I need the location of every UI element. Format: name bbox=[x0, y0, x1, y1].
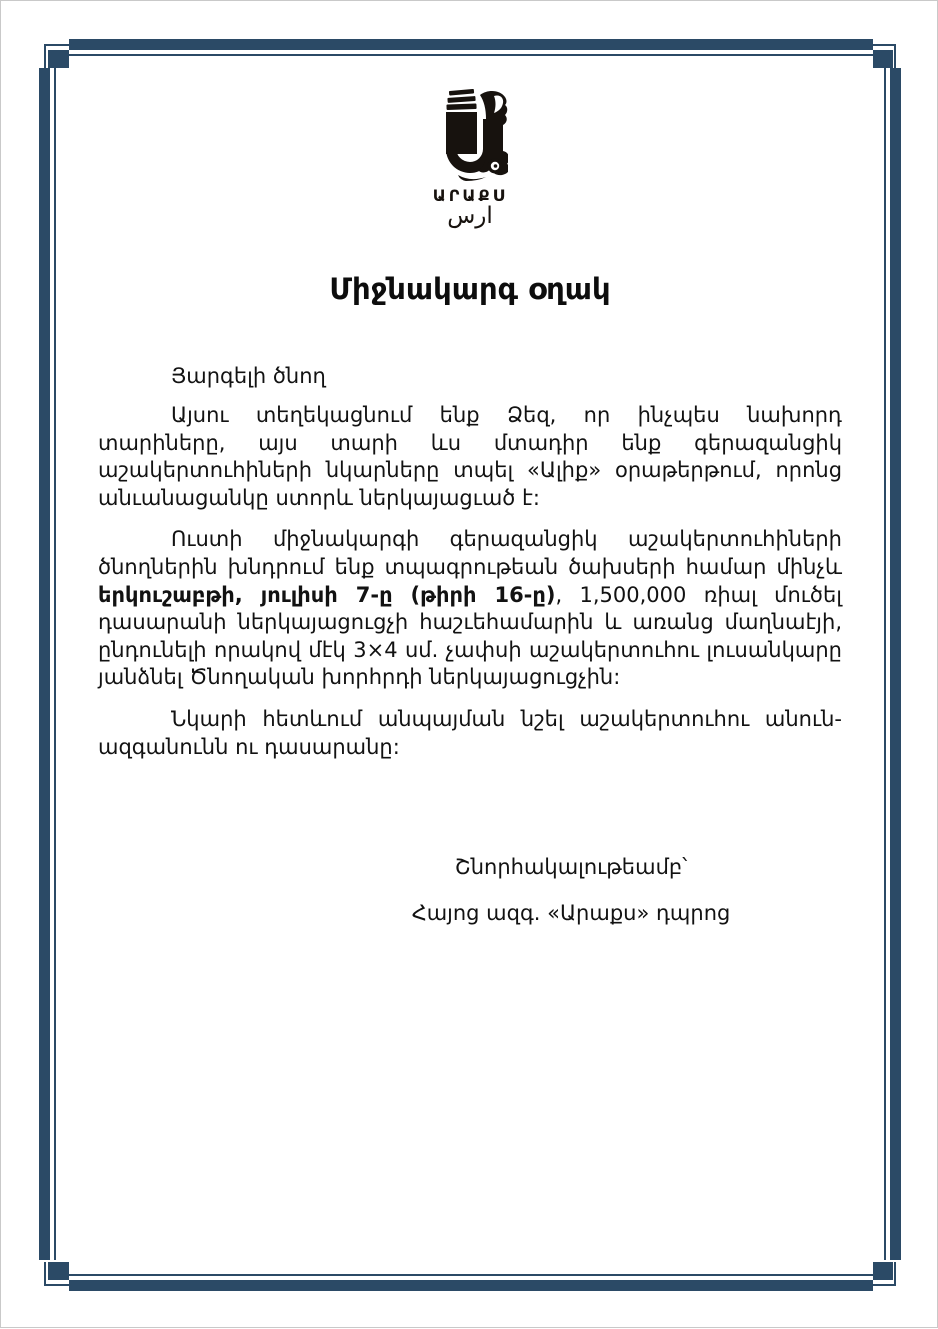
document-title: Միջնակարգ օղակ bbox=[329, 272, 611, 306]
logo-armenian-name: ԱՐԱՔՍ bbox=[432, 186, 508, 205]
school-logo bbox=[98, 1, 842, 228]
deadline-bold-part1: երկուշաբթի, յուլիսի 7- bbox=[98, 582, 380, 607]
deadline-bold-part3: ) bbox=[545, 582, 556, 607]
paragraph-announcement: Այսու տեղեկացնում ենք Ձեզ, որ ինչպես նախորդ տարիները, այս տարի ևս մտադիր ենք գերազանցիկ աշակերտուհիների նկարները տպել «Ալիք» օրաթերթում, որոնց անւանացանկը ստորև ներկայացւած է: bbox=[98, 403, 842, 510]
payment-text-before-deadline: Ուստի միջնակարգի գերազանցիկ աշակերտուհիների ծնողներին խնդրում ենք տպագրութեան ծախսերի համար մինչև bbox=[98, 527, 842, 579]
deadline-underlined-suffix-2: ը bbox=[532, 582, 546, 607]
deadline-bold-part2: (թիրի 16- bbox=[392, 582, 533, 607]
paragraph-payment-instructions bbox=[98, 526, 842, 692]
salutation: Յարգելի ծնող bbox=[171, 364, 326, 388]
payment-text-after-deadline: , 1,500,000 ռիալ մուծել դասարանի ներկայացուցչի հաշւեհամարին և առանց մաղնաէյի, ընդունելի որակով մէկ 3×4 սմ. չափսի աշակերտուհու լուսանկարը յանձնել Ծնողական խորհրդի ներկայացուցչին: bbox=[98, 582, 842, 690]
closing-block bbox=[98, 855, 842, 925]
deadline-underlined-suffix-1: ը bbox=[379, 582, 393, 607]
closing-school-name: Հայոց ազգ. «Արաքս» դպրոց bbox=[411, 901, 731, 926]
logo-arabic-name: ارس bbox=[447, 203, 493, 229]
closing-thanks: Շնորհակալութեամբ՝ bbox=[454, 855, 688, 880]
letter-content bbox=[98, 1, 842, 925]
paragraph-photo-note: Նկարի հետևում անպայման նշել աշակերտուհու անուն-ազգանունն ու դասարանը: bbox=[98, 706, 842, 759]
araks-woman-monogram-icon bbox=[432, 89, 508, 181]
